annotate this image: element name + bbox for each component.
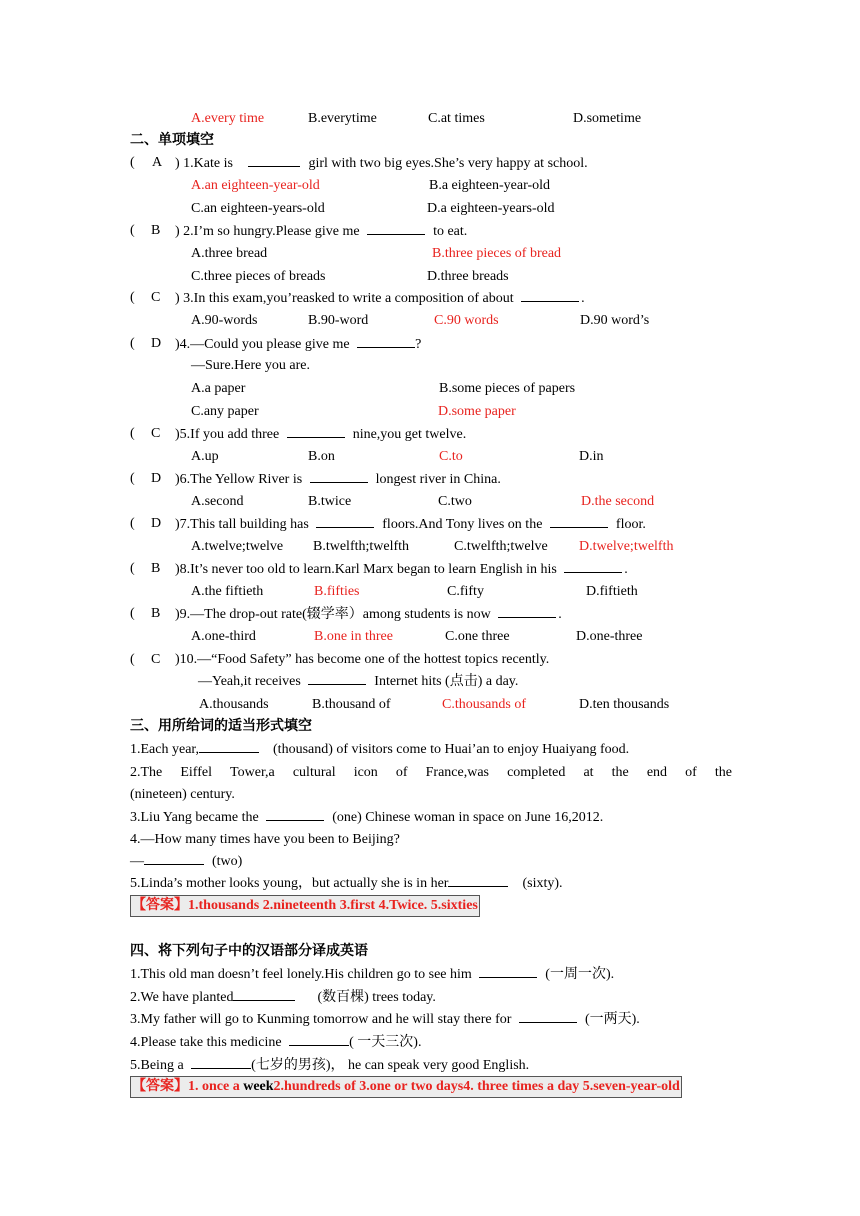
question-stem: )9.—The drop-out rate(辍学率）among students is now .	[175, 607, 562, 622]
option-c: C.an eighteen-years-old	[191, 201, 325, 216]
answer-box: 【答案】1. once a week2.hundreds of 3.one or two days4. three times a day 5.seven-year-old	[130, 1076, 682, 1098]
answer-letter: C	[151, 426, 161, 441]
option-b: B.some pieces of papers	[439, 381, 576, 396]
option-c: C.three pieces of breads	[191, 269, 326, 284]
option-d: D.twelve;twelfth	[579, 539, 674, 554]
option-b: B.one in three	[314, 629, 393, 644]
option-b: B.twice	[308, 494, 352, 509]
option-d: D.90 word’s	[580, 313, 650, 328]
section-title: 三、用所给词的适当形式填空	[130, 718, 312, 734]
option-b: B.twelfth;twelfth	[313, 539, 410, 554]
answer-letter: C	[151, 652, 161, 667]
question-item: 2.The Eiffel Tower,a cultural icon of France,was completed at the end of the	[130, 765, 732, 780]
option-d: D.some paper	[438, 404, 516, 419]
option-a: A.a paper	[191, 381, 246, 396]
option-b: B.90-word	[308, 313, 369, 328]
option-a: A.twelve;twelve	[191, 539, 284, 554]
answer-paren: (	[130, 336, 135, 351]
option-b: B.a eighteen-year-old	[429, 178, 550, 193]
option-d: D.fiftieth	[586, 584, 638, 599]
question-line: —Yeah,it receives Internet hits (点击) a day.	[198, 674, 519, 689]
question-stem: ) 1.Kate is girl with two big eyes.She’s very happy at school.	[175, 156, 588, 171]
option-d: D.in	[579, 449, 604, 464]
option-d: D.sometime	[573, 111, 642, 126]
answer-paren: (	[130, 426, 135, 441]
question-item: 2.We have planted (数百棵) trees today.	[130, 990, 436, 1005]
option-a: A.an eighteen-year-old	[191, 178, 320, 193]
option-b: B.everytime	[308, 111, 377, 126]
answer-paren: (	[130, 516, 135, 531]
option-a: A.one-third	[191, 629, 256, 644]
option-a: A.the fiftieth	[191, 584, 264, 599]
question-stem: )8.It’s never too old to learn.Karl Marx began to learn English in his .	[175, 562, 628, 577]
option-a: A.90-words	[191, 313, 258, 328]
question-item: 4.Please take this medicine ( 一天三次).	[130, 1035, 422, 1050]
option-c: C.thousands of	[442, 697, 526, 712]
option-c: C.to	[439, 449, 463, 464]
option-c: C.twelfth;twelve	[454, 539, 548, 554]
question-stem: )6.The Yellow River is longest river in China.	[175, 472, 501, 487]
answer-paren: (	[130, 223, 135, 238]
question-stem: )7.This tall building has floors.And Tony lives on the floor.	[175, 517, 646, 532]
question-stem: )5.If you add three nine,you get twelve.	[175, 427, 467, 442]
option-a: A.every time	[191, 111, 265, 126]
option-b: B.three pieces of bread	[432, 246, 562, 261]
question-stem: ) 3.In this exam,you’reasked to write a composition of about .	[175, 291, 585, 306]
answer-letter: D	[151, 471, 162, 486]
section-title: 四、将下列句子中的汉语部分译成英语	[130, 943, 368, 959]
answer-paren: (	[130, 290, 135, 305]
option-a: A.three bread	[191, 246, 268, 261]
answer-letter: B	[151, 561, 161, 576]
answer-letter: B	[151, 606, 161, 621]
question-item: 5.Linda’s mother looks young，but actually she is in her (sixty).	[130, 876, 563, 891]
option-d: D.ten thousands	[579, 697, 670, 712]
question-item: 5.Being a (七岁的男孩)， he can speak very good English.	[130, 1058, 530, 1073]
option-a: A.up	[191, 449, 219, 464]
question-line: —Sure.Here you are.	[191, 358, 310, 373]
answer-box: 【答案】1.thousands 2.nineteenth 3.first 4.Twice. 5.sixties	[130, 895, 480, 917]
option-c: C.one three	[445, 629, 510, 644]
question-item: 3.Liu Yang became the (one) Chinese woman in space on June 16,2012.	[130, 810, 604, 825]
answer-paren: (	[130, 155, 135, 170]
option-a: A.second	[191, 494, 244, 509]
question-item: 1.Each year, (thousand) of visitors come to Huai’an to enjoy Huaiyang food.	[130, 742, 630, 757]
question-stem: )10.—“Food Safety” has become one of the hottest topics recently.	[175, 652, 550, 667]
question-item: 1.This old man doesn’t feel lonely.His children go to see him (一周一次).	[130, 967, 615, 982]
option-c: C.90 words	[434, 313, 499, 328]
section-title: 二、单项填空	[130, 132, 214, 148]
option-b: B.on	[308, 449, 335, 464]
answer-paren: (	[130, 652, 135, 667]
option-b: B.thousand of	[312, 697, 391, 712]
question-item: 4.—How many times have you been to Beijing?	[130, 832, 400, 847]
option-d: D.three breads	[427, 269, 509, 284]
answer-letter: D	[151, 516, 162, 531]
question-line: — (two)	[130, 854, 243, 869]
option-c: C.at times	[428, 111, 485, 126]
answer-paren: (	[130, 471, 135, 486]
question-stem: ) 2.I’m so hungry.Please give me to eat.	[175, 224, 468, 239]
question-line: (nineteen) century.	[130, 787, 235, 802]
option-d: D.a eighteen-years-old	[427, 201, 555, 216]
option-c: C.two	[438, 494, 472, 509]
option-d: D.the second	[581, 494, 655, 509]
option-b: B.fifties	[314, 584, 360, 599]
answer-letter: B	[151, 223, 161, 238]
answer-paren: (	[130, 606, 135, 621]
option-d: D.one-three	[576, 629, 643, 644]
option-c: C.fifty	[447, 584, 484, 599]
answer-letter: C	[151, 290, 161, 305]
answer-letter: D	[151, 336, 162, 351]
question-stem: )4.—Could you please give me ?	[175, 337, 422, 352]
option-c: C.any paper	[191, 404, 259, 419]
answer-paren: (	[130, 561, 135, 576]
option-a: A.thousands	[199, 697, 269, 712]
question-item: 3.My father will go to Kunming tomorrow and he will stay there for (一两天).	[130, 1012, 640, 1027]
answer-letter: A	[152, 155, 163, 170]
